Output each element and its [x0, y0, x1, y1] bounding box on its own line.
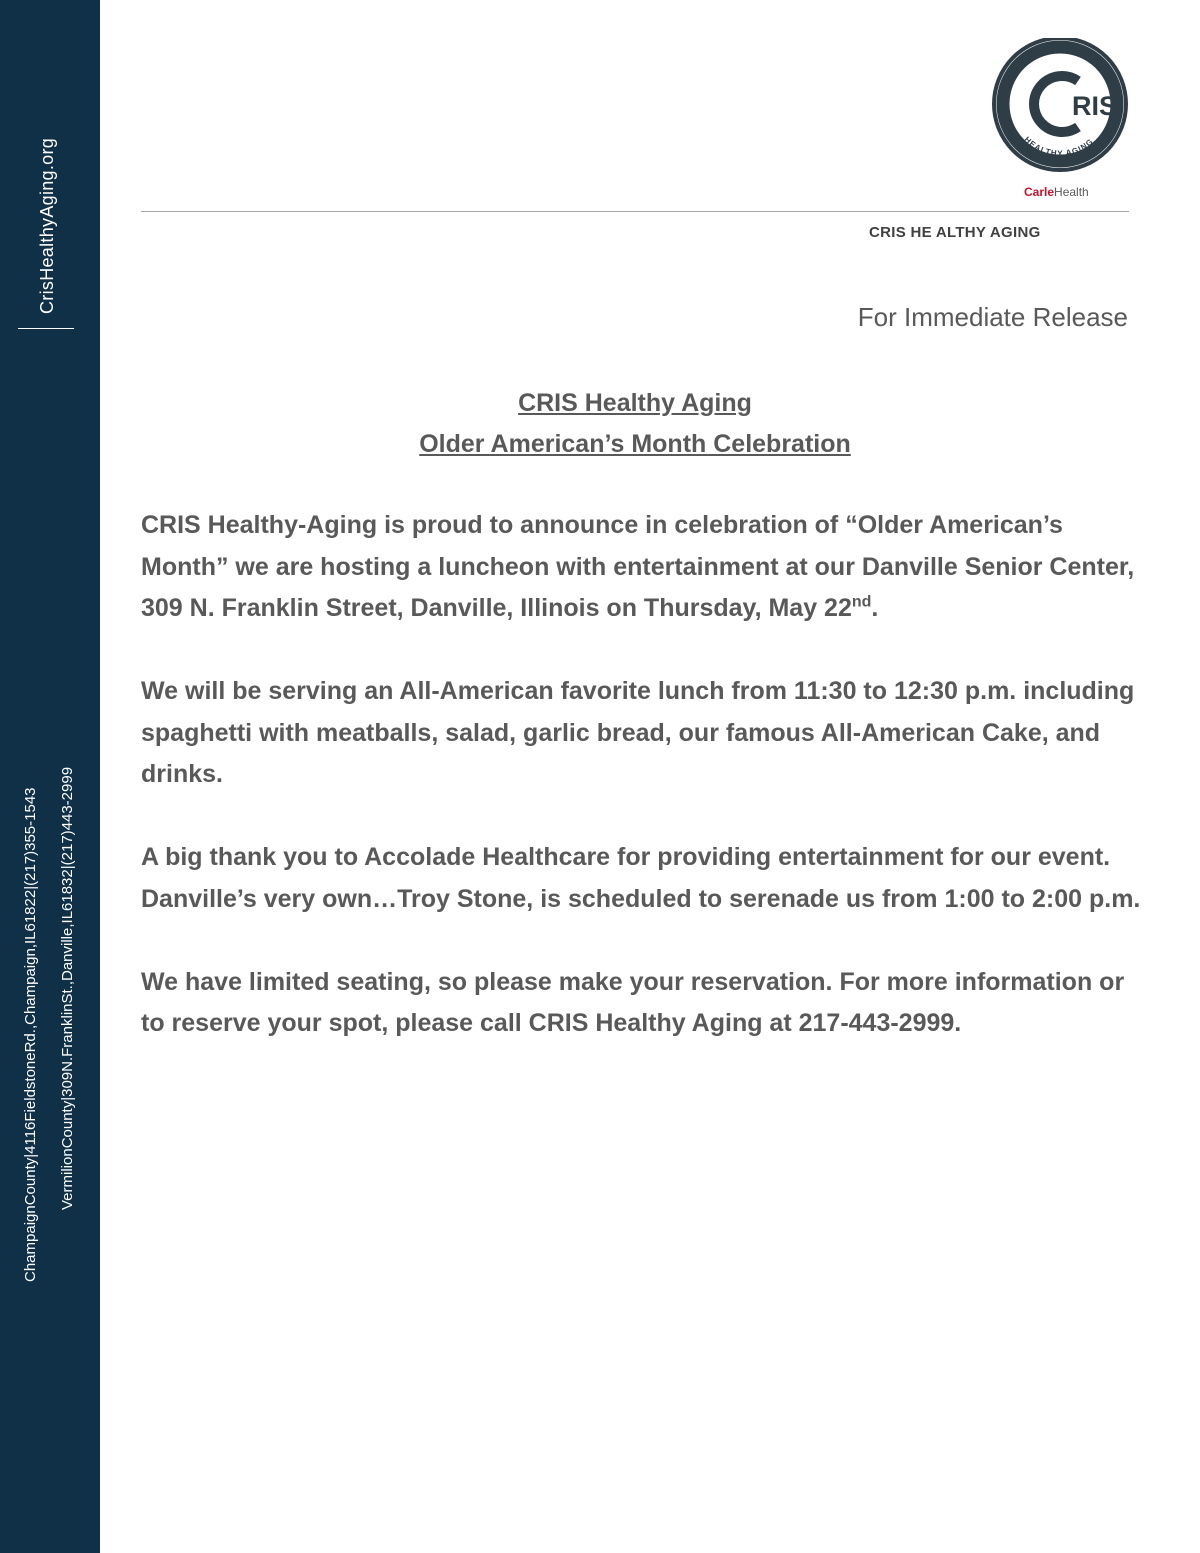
cris-logo: [990, 38, 1130, 203]
title-line-2: Older American’s Month Celebration: [419, 430, 851, 458]
paragraph-entertainment: A big thank you to Accolade Healthcare for providing entertainment for our event. Danville’s very own…Troy Stone, is scheduled to serenade us from 1:00 to 2:00 p.m.: [141, 843, 1141, 913]
release-label: For Immediate Release: [857, 302, 1128, 332]
paragraph-reservation: We have limited seating, so please make your reservation. For more information or to reserve your spot, please call CRIS Healthy Aging at 217-443-2999.: [141, 967, 1125, 1037]
paragraph-announcement: [141, 505, 1141, 630]
paragraph-lunch: We will be serving an All-American favorite lunch from 11:30 to 12:30 p.m. including spaghetti with meatballs, salad, garlic bread, our famous All-American Cake, and drinks.: [141, 677, 1135, 788]
sidebar: [0, 0, 100, 1553]
website-link[interactable]: CrisHealthyAging.org: [37, 137, 57, 314]
logo-ring-text: HEALTHY AGING: [1022, 134, 1096, 159]
vermilion-county-address: VermilionCounty|309N.FranklinSt.,Danville,IL61832|(217)443-2999: [59, 766, 76, 1210]
announcement-period: .: [871, 594, 879, 622]
header-divider: [141, 211, 1129, 212]
title-line-1: CRIS Healthy Aging: [518, 389, 752, 417]
press-release-body: [141, 505, 1141, 1086]
logo-text: RIS: [1072, 91, 1118, 121]
sidebar-divider: [18, 328, 74, 329]
organization-name: CRIS HE ALTHY AGING: [869, 224, 1041, 241]
champaign-county-address: ChampaignCounty|4116FieldstoneRd.,Champaign,IL61822|(217)355-1543: [22, 787, 39, 1282]
date-suffix: nd: [851, 593, 872, 611]
document-title: [141, 383, 1129, 465]
announcement-text: CRIS Healthy-Aging is proud to announce in celebration of “Older American’s Month” we are hosting a luncheon with entertainment at our Danville Senior Center, 309 N. Franklin Street, Danville, Illinois on Thursday, May 22: [141, 511, 1135, 622]
carle-health-logo: CarleHealth: [1024, 185, 1089, 199]
